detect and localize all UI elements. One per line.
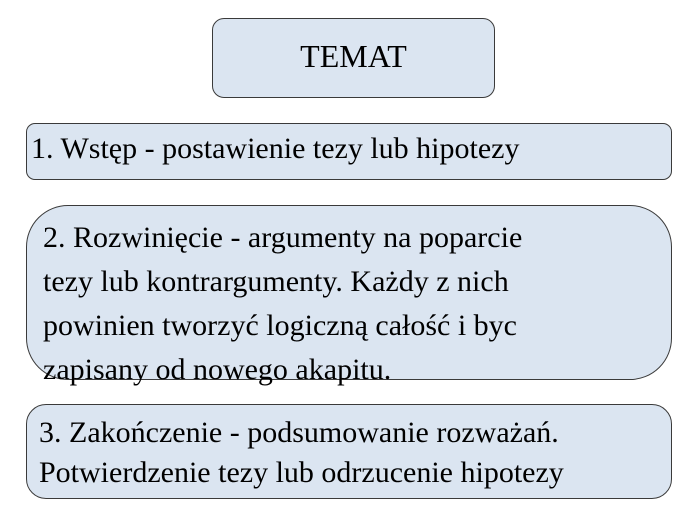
step-text-development: 2. Rozwinięcie - argumenty na poparcie tezy lub kontrargumenty. Każdy z nich powinien tworzyć logiczną całość i byc zapisany od nowego akapitu. [43,221,523,386]
step-box-conclusion [26,404,672,499]
step-box-development [26,205,672,386]
step-text-introduction: 1. Wstęp - postawienie tezy lub hipotezy [31,131,520,165]
title-box [212,18,495,98]
step-box-introduction [26,123,672,180]
title-text: TEMAT [300,38,407,74]
step-text-conclusion: 3. Zakończenie - podsumowanie rozważań. Potwierdzenie tezy lub odrzucenie hipotezy [39,416,564,489]
